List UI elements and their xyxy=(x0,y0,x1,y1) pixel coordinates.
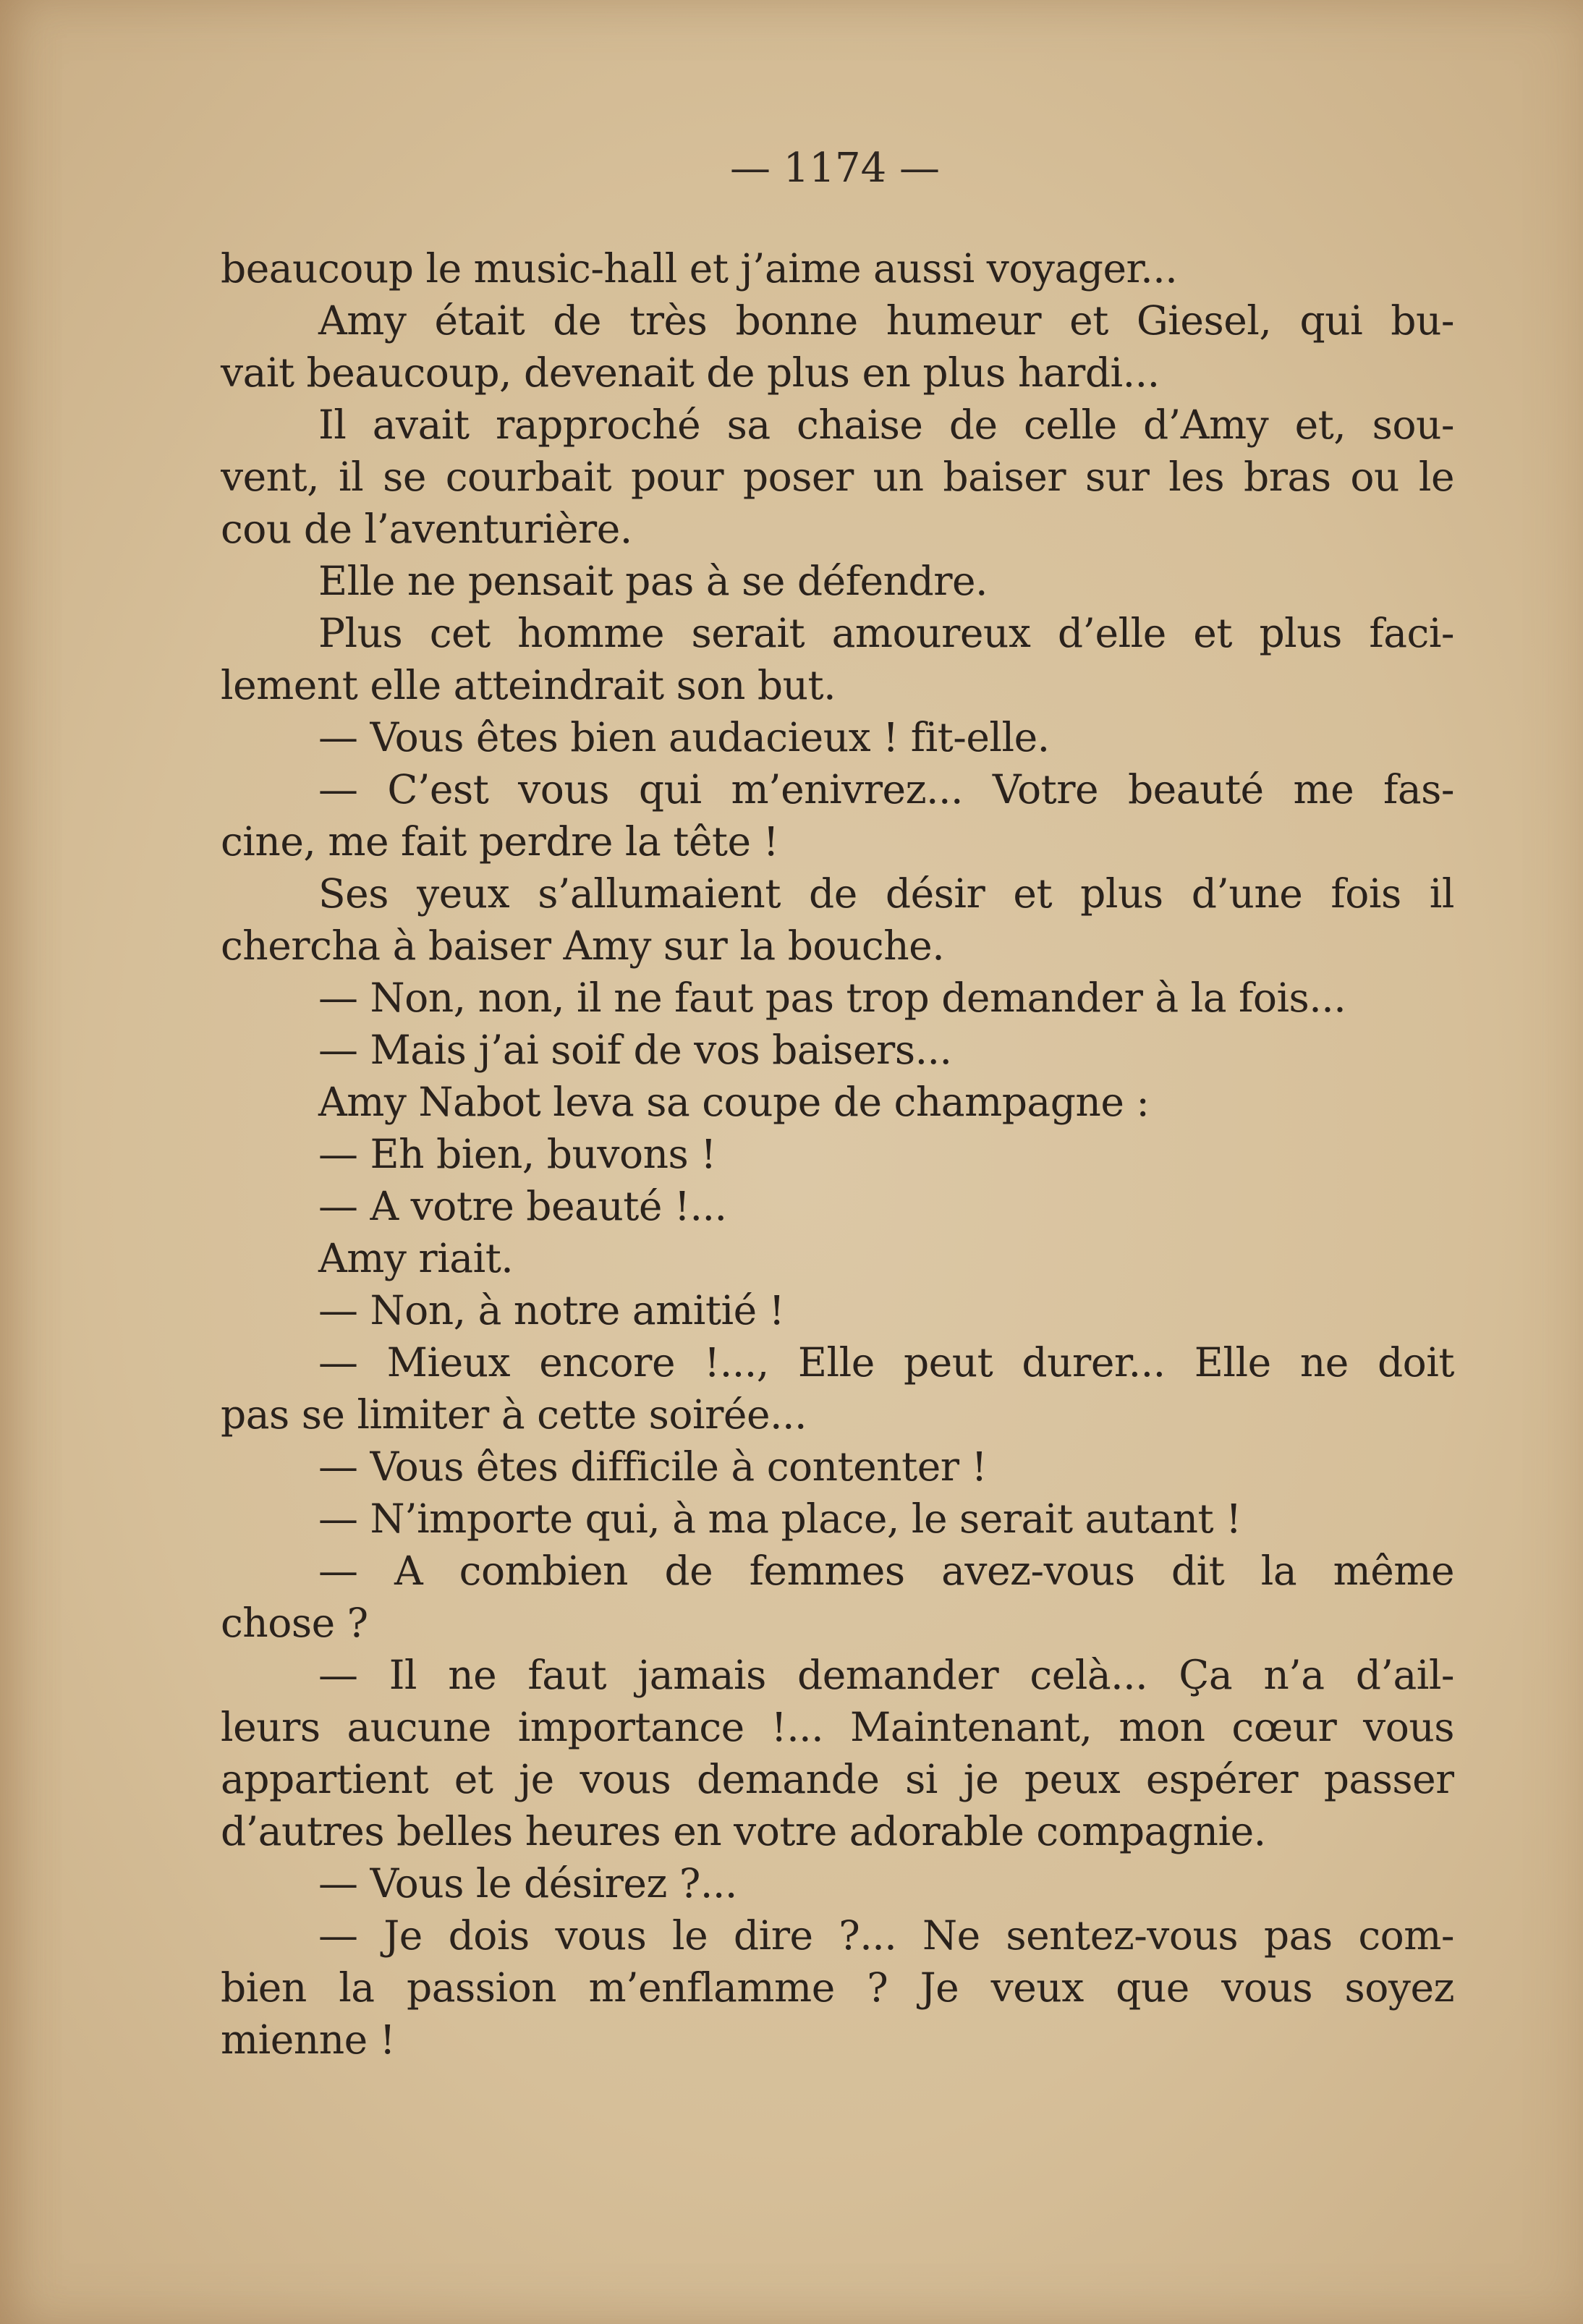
text-line: — Mieux encore !..., Elle peut durer... Elle ne doit xyxy=(318,1339,1454,1386)
text-line: bien la passion m’enflamme ? Je veux que vous soyez xyxy=(221,1964,1454,2011)
text-line: cine, me fait perdre la tête ! xyxy=(221,818,779,865)
text-line: chose ? xyxy=(221,1600,368,1646)
text-line: lement elle atteindrait son but. xyxy=(221,662,836,708)
page-number: — 1174 — xyxy=(729,145,941,192)
text-line: vent, il se courbait pour poser un baiser sur les bras ou le xyxy=(221,454,1454,500)
text-line: Il avait rapproché sa chaise de celle d’Amy et, sou- xyxy=(318,402,1454,448)
text-line: — Eh bien, buvons ! xyxy=(318,1131,716,1177)
text-line: leurs aucune importance !... Maintenant, mon cœur vous xyxy=(221,1704,1454,1750)
text-line: — N’importe qui, à ma place, le serait autant ! xyxy=(318,1496,1242,1542)
text-line: mienne ! xyxy=(221,2016,396,2063)
text-line: — C’est vous qui m’enivrez... Votre beauté me fas- xyxy=(318,766,1454,813)
text-line: Plus cet homme serait amoureux d’elle et plus faci- xyxy=(318,610,1454,656)
text-line: — Vous êtes difficile à contenter ! xyxy=(318,1443,988,1490)
text-line: — A combien de femmes avez-vous dit la même xyxy=(318,1548,1454,1594)
text-line: cou de l’aventurière. xyxy=(221,506,632,552)
text-line: beaucoup le music-hall et j’aime aussi voyager... xyxy=(221,245,1178,292)
text-line: — Non, à notre amitié ! xyxy=(318,1287,785,1333)
text-line: Amy Nabot leva sa coupe de champagne : xyxy=(318,1079,1150,1125)
text-line: — Vous le désirez ?... xyxy=(318,1860,737,1907)
text-line: — Non, non, il ne faut pas trop demander à la fois... xyxy=(318,975,1346,1021)
text-line: Elle ne pensait pas à se défendre. xyxy=(318,558,988,604)
text-line: Amy était de très bonne humeur et Giesel, qui bu- xyxy=(318,297,1454,344)
text-line: — Vous êtes bien audacieux ! fit-elle. xyxy=(318,714,1050,760)
text-line: Amy riait. xyxy=(318,1235,514,1281)
text-line: appartient et je vous demande si je peux espérer passer xyxy=(221,1756,1454,1802)
text-line: pas se limiter à cette soirée... xyxy=(221,1391,807,1438)
text-line: d’autres belles heures en votre adorable compagnie. xyxy=(221,1808,1266,1854)
text-line: — A votre beauté !... xyxy=(318,1183,727,1229)
text-line: chercha à baiser Amy sur la bouche. xyxy=(221,923,945,969)
text-line: Ses yeux s’allumaient de désir et plus d’une fois il xyxy=(318,870,1454,917)
text-line: — Mais j’ai soif de vos baisers... xyxy=(318,1027,952,1073)
body-text xyxy=(221,242,1454,2066)
text-line: vait beaucoup, devenait de plus en plus hardi... xyxy=(221,349,1160,396)
text-line: — Je dois vous le dire ?... Ne sentez-vous pas com- xyxy=(318,1912,1454,1959)
text-line: — Il ne faut jamais demander celà... Ça n’a d’ail- xyxy=(318,1652,1454,1698)
